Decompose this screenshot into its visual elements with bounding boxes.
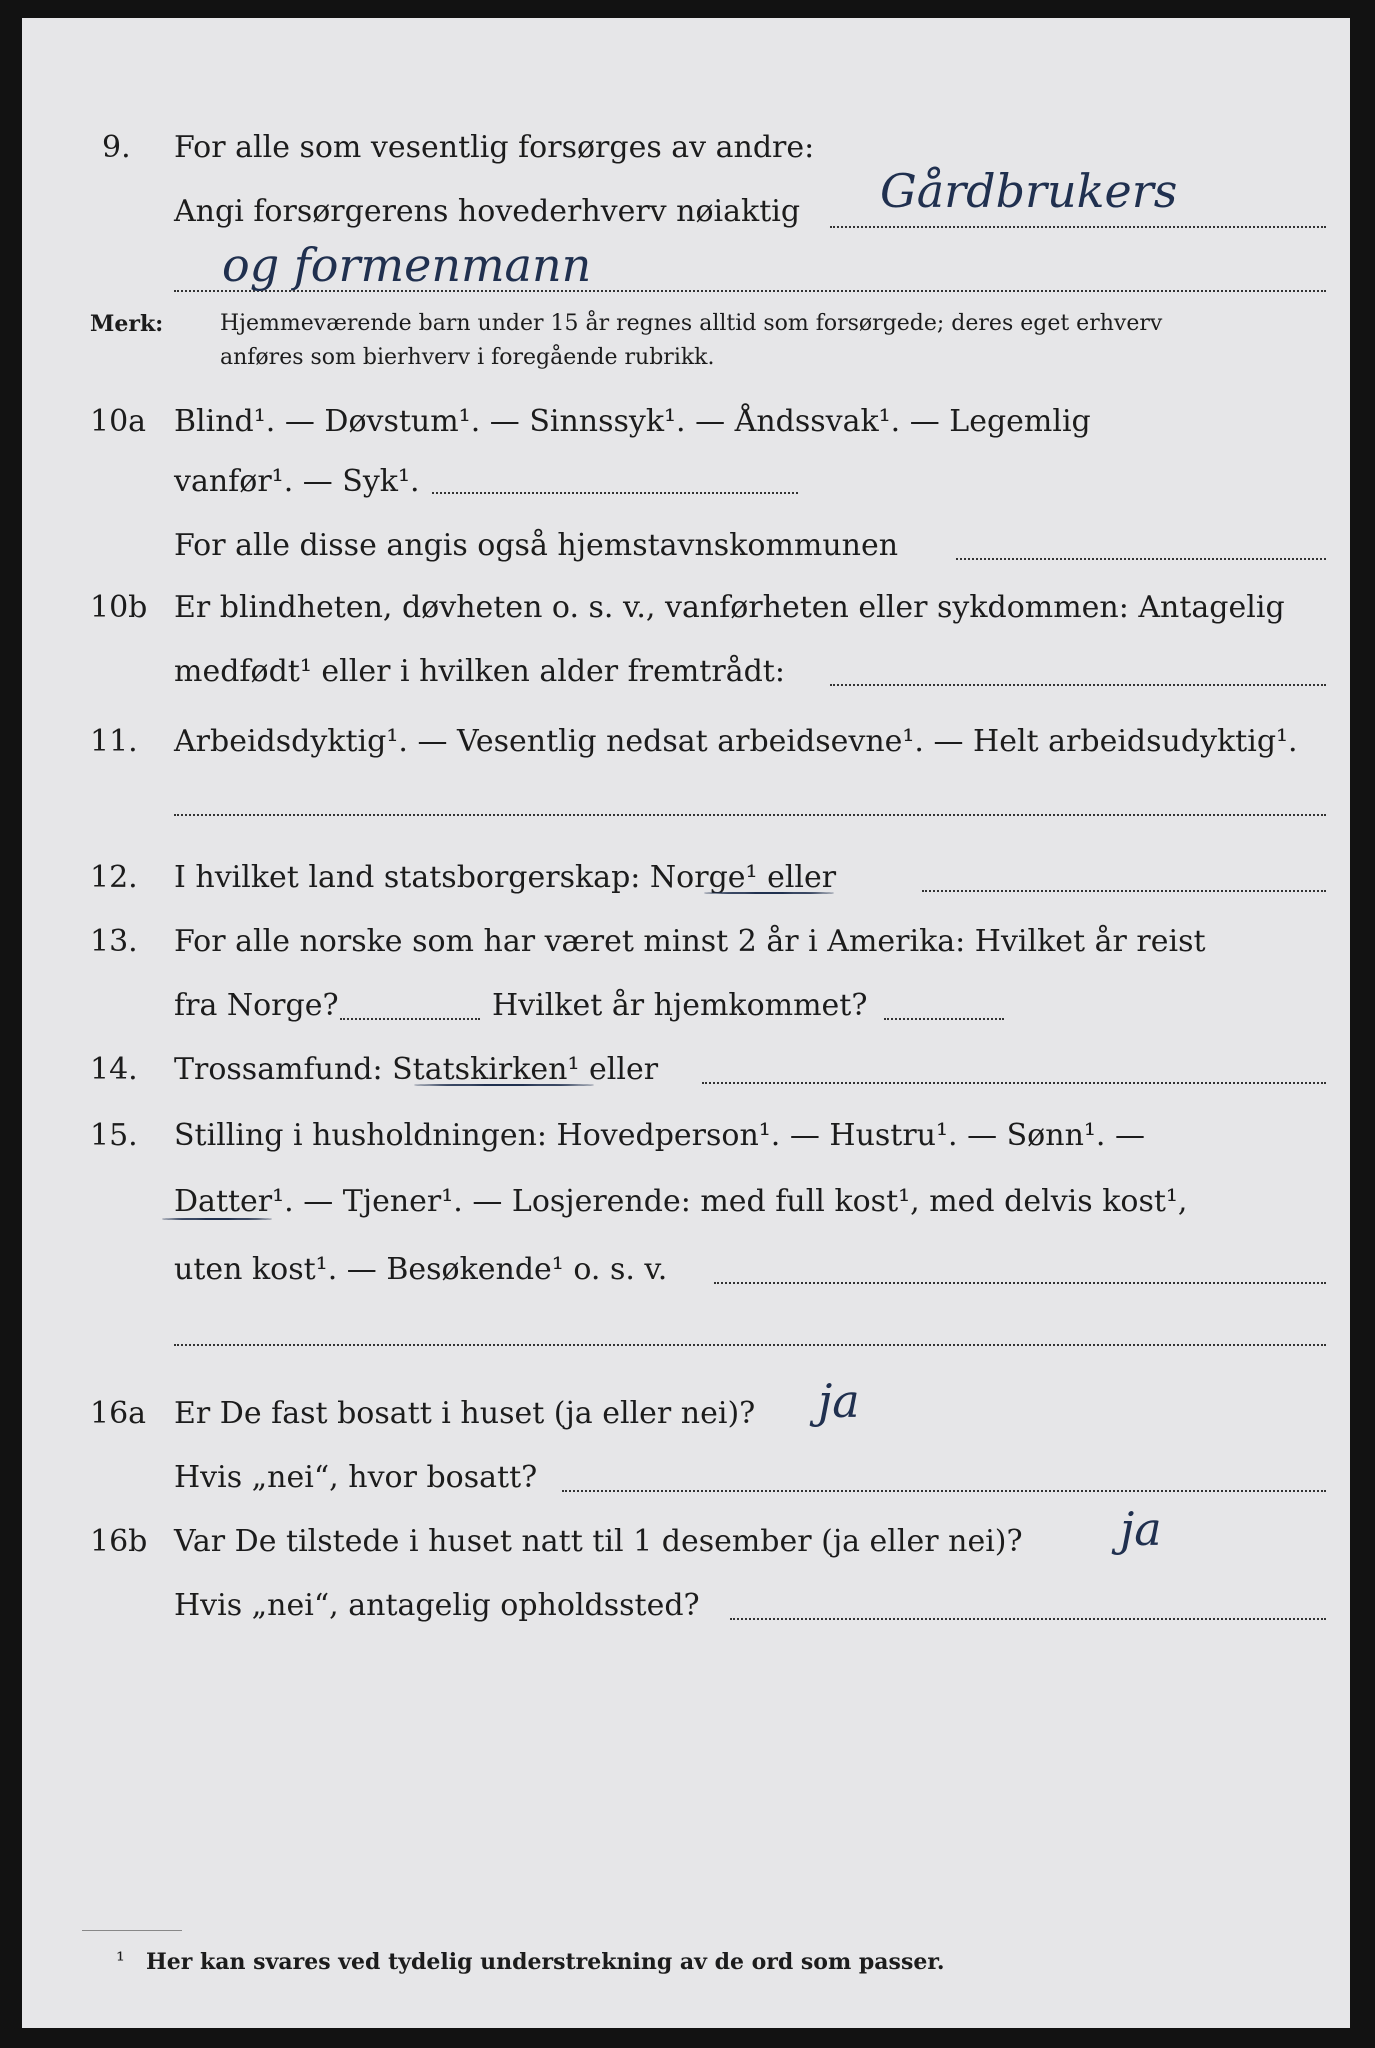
q16b-opholdssted-line — [730, 1618, 1326, 1620]
q15-line2: Datter¹. — Tjener¹. — Losjerende: med full kost¹, med delvis kost¹, — [174, 1184, 1188, 1219]
q10a-syk-line — [432, 492, 798, 494]
q9-handwritten-answer1: Gårdbrukers — [880, 164, 1178, 218]
q12-number: 12. — [90, 860, 138, 895]
q15-line1: Stilling i husholdningen: Hovedperson¹. — Hustru¹. — Sønn¹. — — [174, 1118, 1145, 1153]
q9-handwritten-answer2: og formenmann — [222, 238, 592, 292]
q16a-line1: Er De fast bosatt i huset (ja eller nei)? — [174, 1396, 756, 1431]
q16a-number: 16a — [90, 1396, 147, 1431]
q13-line1: For alle norske som har været minst 2 år i Amerika: Hvilket år reist — [174, 924, 1206, 959]
q13-line2b: Hvilket år hjemkommet? — [492, 988, 868, 1023]
q10a-line3: For alle disse angis også hjemstavnskommunen — [174, 528, 899, 563]
q13-hjemkommet-line — [884, 1018, 1004, 1020]
q10a-hjemstavn-line — [956, 558, 1326, 560]
q11-line1: Arbeidsdyktig¹. — Vesentlig nedsat arbeidsevne¹. — Helt arbeidsudyktig¹. — [174, 724, 1298, 759]
q14-answer-line — [702, 1082, 1326, 1084]
q16b-line1: Var De tilstede i huset natt til 1 desember (ja eller nei)? — [174, 1524, 1023, 1559]
q10b-answer-line — [830, 684, 1326, 686]
q15-answer-line1 — [714, 1282, 1326, 1284]
q16b-handwritten-answer: ja — [1120, 1502, 1162, 1556]
footnote-rule — [82, 1930, 182, 1931]
q16a-bosatt-line — [562, 1490, 1326, 1492]
q15-number: 15. — [90, 1118, 138, 1153]
q11-answer-line — [174, 814, 1326, 816]
q9-answer-line1 — [830, 226, 1326, 228]
merk-line1: Hjemmeværende barn under 15 år regnes alltid som forsørgede; deres eget erhverv — [220, 311, 1163, 336]
q14-number: 14. — [90, 1052, 138, 1087]
q16b-line2: Hvis „nei“, antagelig opholdssted? — [174, 1588, 700, 1623]
q14-line1: Trossamfund: Statskirken¹ eller — [174, 1052, 659, 1087]
q16a-line2: Hvis „nei“, hvor bosatt? — [174, 1460, 538, 1495]
q12-line1: I hvilket land statsborgerskap: Norge¹ eller — [174, 860, 837, 895]
q15-line3: uten kost¹. — Besøkende¹ o. s. v. — [174, 1252, 668, 1287]
q12-answer-line — [922, 890, 1326, 892]
census-form-page — [22, 18, 1350, 2028]
merk-line2: anføres som bierhverv i foregående rubrikk. — [220, 345, 715, 370]
q10b-line1: Er blindheten, døvheten o. s. v., vanførheten eller sykdommen: Antagelig — [174, 590, 1285, 625]
q14-statskirken-underline — [414, 1084, 594, 1086]
merk-label: Merk: — [90, 311, 164, 337]
q9-number: 9. — [102, 130, 131, 165]
q10a-line1: Blind¹. — Døvstum¹. — Sinnssyk¹. — Åndssvak¹. — Legemlig — [174, 404, 1091, 439]
q13-number: 13. — [90, 924, 138, 959]
q11-number: 11. — [90, 724, 138, 759]
footnote-mark: ¹ — [116, 1949, 125, 1974]
q13-line2a: fra Norge? — [174, 988, 339, 1023]
q16b-number: 16b — [90, 1524, 148, 1559]
q9-line2: Angi forsørgerens hovederhverv nøiaktig — [174, 194, 801, 229]
q15-answer-line2 — [174, 1344, 1326, 1346]
q10b-line2: medfødt¹ eller i hvilken alder fremtrådt: — [174, 654, 785, 689]
q13-reist-line — [340, 1018, 480, 1020]
q12-norge-underline — [704, 892, 834, 894]
q16a-handwritten-answer: ja — [818, 1374, 860, 1428]
q9-line1: For alle som vesentlig forsørges av andre: — [174, 130, 815, 165]
q15-datter-underline — [162, 1218, 272, 1220]
q10a-line2: vanfør¹. — Syk¹. — [174, 464, 420, 499]
q10b-number: 10b — [90, 590, 148, 625]
footnote-text: Her kan svares ved tydelig understrekning av de ord som passer. — [146, 1949, 945, 1975]
q10a-number: 10a — [90, 404, 147, 439]
